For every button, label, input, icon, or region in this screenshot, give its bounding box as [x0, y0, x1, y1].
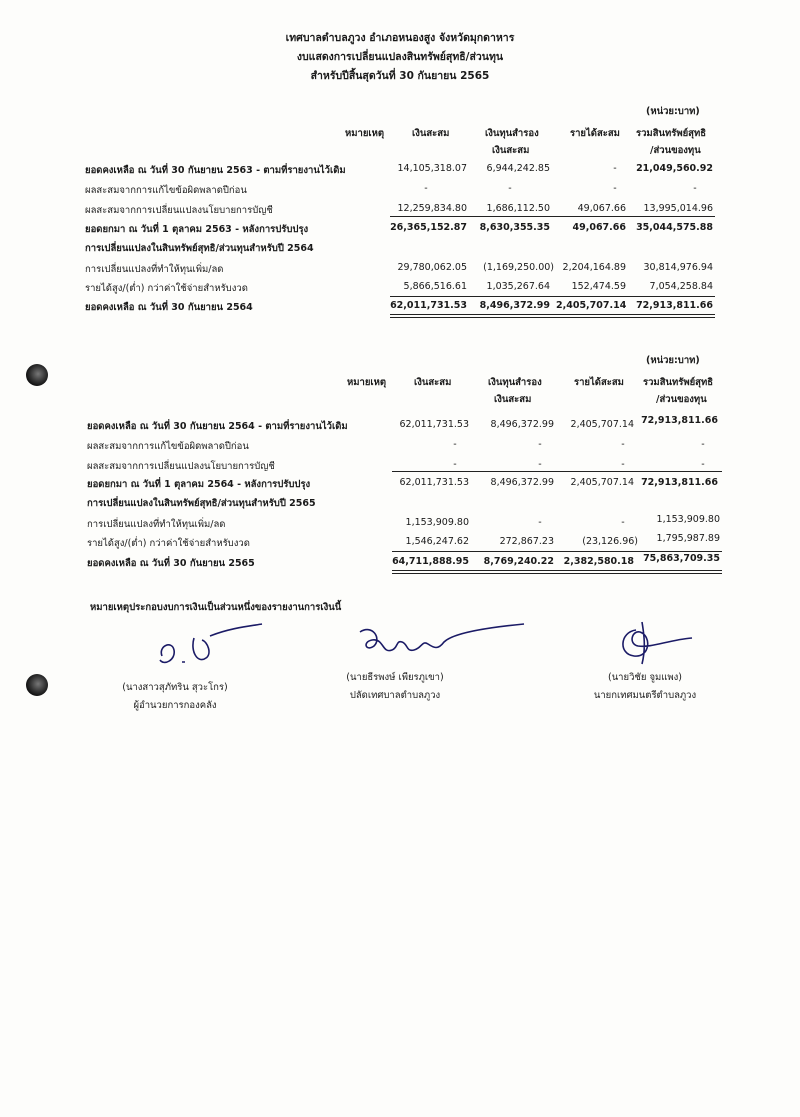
- col-total-header: รวมสินทรัพย์สุทธิ: [643, 377, 714, 388]
- t2-row-label: การเปลี่ยนแปลงที่ทำให้ทุนเพิ่ม/ลด: [87, 519, 226, 530]
- binder-hole-top: [26, 364, 48, 386]
- t2-income-cell: 2,382,580.18: [563, 556, 634, 567]
- t2-cash-cell: -: [453, 439, 457, 450]
- t1-total-cell: 7,054,258.84: [649, 281, 713, 292]
- t1-reserve-cell: 8,630,355.35: [479, 222, 550, 233]
- col-reserve-header: เงินทุนสำรอง: [485, 128, 539, 139]
- t2-row-label: ผลสะสมจากการเปลี่ยนแปลงนโยบายการบัญชี: [87, 461, 275, 472]
- col-total-header-2: /ส่วนของทุน: [650, 145, 701, 156]
- signature-3: [612, 618, 702, 666]
- t2-total-cell: 1,795,987.89: [656, 533, 720, 544]
- t1-row-label: รายได้สูง/(ต่ำ) กว่าค่าใช้จ่ายสำหรับงวด: [85, 283, 248, 294]
- t1-cash-cell: -: [424, 183, 428, 194]
- t1-income-cell: 2,204,164.89: [562, 262, 626, 273]
- signer-1-title: ผู้อำนวยการกองคลัง: [133, 700, 217, 711]
- t1-row-label: ผลสะสมจากการเปลี่ยนแปลงนโยบายการบัญชี: [85, 205, 273, 216]
- t1-income-cell: -: [613, 163, 617, 174]
- binder-hole-bottom: [26, 674, 48, 696]
- t2-row-label: ยอดยกมา ณ วันที่ 1 ตุลาคม 2564 - หลังการปรับปรุง: [87, 479, 311, 490]
- t1-income-cell: -: [613, 183, 617, 194]
- t1-cash-cell: 26,365,152.87: [390, 222, 467, 233]
- t1-row-label: การเปลี่ยนแปลงในสินทรัพย์สุทธิ/ส่วนทุนสำหรับปี 2564: [85, 243, 314, 254]
- col-cash-header: เงินสะสม: [412, 128, 450, 139]
- t1-cash-cell: 14,105,318.07: [397, 163, 467, 174]
- subtotal-rule: [392, 471, 722, 472]
- t2-reserve-cell: -: [538, 459, 542, 470]
- t2-total-cell: 1,153,909.80: [656, 514, 720, 525]
- footnote: หมายเหตุประกอบงบการเงินเป็นส่วนหนึ่งของรายงานการเงินนี้: [90, 602, 342, 613]
- t2-cash-cell: 1,546,247.62: [405, 536, 469, 547]
- signer-2-name: (นายธีรพงษ์ เพียรภูเขา): [346, 672, 444, 683]
- unit-label: (หน่วย:บาท): [646, 355, 700, 366]
- t2-income-cell: 2,405,707.14: [570, 419, 634, 430]
- t1-reserve-cell: 8,496,372.99: [479, 300, 550, 311]
- t2-reserve-cell: -: [538, 439, 542, 450]
- t1-income-cell: 152,474.59: [571, 281, 626, 292]
- t1-total-cell: 72,913,811.66: [636, 300, 713, 311]
- t2-cash-cell: 1,153,909.80: [405, 517, 469, 528]
- t2-income-cell: (23,126.96): [582, 536, 638, 547]
- signature-1: [150, 618, 270, 678]
- t2-income-cell: -: [621, 439, 625, 450]
- t1-total-cell: -: [693, 183, 697, 194]
- t1-total-cell: 13,995,014.96: [643, 203, 713, 214]
- signer-1-name: (นางสาวสุภัทริน สุวะโกร): [122, 682, 228, 693]
- col-note-header: หมายเหตุ: [345, 128, 385, 139]
- t2-row-label: ผลสะสมจากการแก้ไขข้อผิดพลาดปีก่อน: [87, 441, 249, 452]
- t2-income-cell: -: [621, 459, 625, 470]
- t2-total-cell: 72,913,811.66: [641, 477, 718, 488]
- t2-reserve-cell: 272,867.23: [499, 536, 554, 547]
- col-income-header: รายได้สะสม: [574, 377, 624, 388]
- t1-reserve-cell: -: [508, 183, 512, 194]
- col-note-header: หมายเหตุ: [347, 377, 387, 388]
- t2-reserve-cell: 8,496,372.99: [490, 419, 554, 430]
- subtotal-rule: [390, 216, 715, 217]
- t1-income-cell: 2,405,707.14: [556, 300, 627, 311]
- t1-row-label: การเปลี่ยนแปลงที่ทำให้ทุนเพิ่ม/ลด: [85, 264, 224, 275]
- unit-label: (หน่วย:บาท): [646, 106, 700, 117]
- total-double-rule: [392, 570, 722, 574]
- t2-row-label: ยอดคงเหลือ ณ วันที่ 30 กันยายน 2565: [87, 558, 255, 569]
- t2-row-label: รายได้สูง/(ต่ำ) กว่าค่าใช้จ่ายสำหรับงวด: [87, 538, 250, 549]
- t1-income-cell: 49,067.66: [577, 203, 626, 214]
- t2-reserve-cell: 8,769,240.22: [483, 556, 554, 567]
- t2-row-label: การเปลี่ยนแปลงในสินทรัพย์สุทธิ/ส่วนทุนสำหรับปี 2565: [87, 498, 316, 509]
- statement-title: งบแสดงการเปลี่ยนแปลงสินทรัพย์สุทธิ/ส่วนทุน: [296, 51, 504, 63]
- t2-total-cell: 72,913,811.66: [641, 415, 718, 426]
- t2-total-cell: -: [701, 439, 705, 450]
- t2-total-cell: 75,863,709.35: [643, 553, 720, 564]
- t1-total-cell: 35,044,575.88: [636, 222, 713, 233]
- t2-reserve-cell: -: [538, 517, 542, 528]
- col-income-header: รายได้สะสม: [570, 128, 620, 139]
- t2-total-cell: -: [701, 459, 705, 470]
- t2-cash-cell: 62,011,731.53: [399, 419, 469, 430]
- t1-cash-cell: 29,780,062.05: [397, 262, 467, 273]
- org-title: เทศบาลตำบลภูวง อำเภอหนองสูง จังหวัดมุกดาหาร: [285, 32, 515, 44]
- total-double-rule: [390, 314, 715, 318]
- t1-row-label: ผลสะสมจากการแก้ไขข้อผิดพลาดปีก่อน: [85, 185, 247, 196]
- subtotal-rule: [392, 551, 722, 552]
- subtotal-rule: [390, 296, 715, 297]
- col-reserve-header-2: เงินสะสม: [492, 145, 530, 156]
- t1-row-label: ยอดคงเหลือ ณ วันที่ 30 กันยายน 2564: [85, 302, 253, 313]
- t1-row-label: ยอดยกมา ณ วันที่ 1 ตุลาคม 2563 - หลังการปรับปรุง: [85, 224, 309, 235]
- t2-cash-cell: 62,011,731.53: [399, 477, 469, 488]
- t1-cash-cell: 12,259,834.80: [397, 203, 467, 214]
- t1-reserve-cell: 6,944,242.85: [486, 163, 550, 174]
- t2-cash-cell: -: [453, 459, 457, 470]
- period-title: สำหรับปีสิ้นสุดวันที่ 30 กันยายน 2565: [310, 70, 490, 82]
- t1-cash-cell: 5,866,516.61: [403, 281, 467, 292]
- t2-reserve-cell: 8,496,372.99: [490, 477, 554, 488]
- t1-income-cell: 49,067.66: [572, 222, 626, 233]
- signer-3-title: นายกเทศมนตรีตำบลภูวง: [593, 690, 697, 701]
- t1-total-cell: 30,814,976.94: [643, 262, 713, 273]
- col-total-header: รวมสินทรัพย์สุทธิ: [636, 128, 707, 139]
- t2-row-label: ยอดคงเหลือ ณ วันที่ 30 กันยายน 2564 - ตามที่รายงานไว้เดิม: [87, 421, 348, 432]
- col-reserve-header-2: เงินสะสม: [494, 394, 532, 405]
- signer-2-title: ปลัดเทศบาลตำบลภูวง: [349, 690, 441, 701]
- t2-income-cell: 2,405,707.14: [570, 477, 634, 488]
- t2-cash-cell: 64,711,888.95: [392, 556, 469, 567]
- t1-reserve-cell: 1,686,112.50: [486, 203, 550, 214]
- col-reserve-header: เงินทุนสำรอง: [488, 377, 542, 388]
- signer-3-name: (นายวิชัย จูมแพง): [607, 672, 683, 683]
- t1-reserve-cell: 1,035,267.64: [486, 281, 550, 292]
- t1-cash-cell: 62,011,731.53: [390, 300, 467, 311]
- t1-reserve-cell: (1,169,250.00): [483, 262, 554, 273]
- signature-2: [352, 620, 532, 668]
- t2-income-cell: -: [621, 517, 625, 528]
- col-cash-header: เงินสะสม: [414, 377, 452, 388]
- t1-row-label: ยอดคงเหลือ ณ วันที่ 30 กันยายน 2563 - ตามที่รายงานไว้เดิม: [85, 165, 346, 176]
- col-total-header-2: /ส่วนของทุน: [656, 394, 707, 405]
- t1-total-cell: 21,049,560.92: [636, 163, 713, 174]
